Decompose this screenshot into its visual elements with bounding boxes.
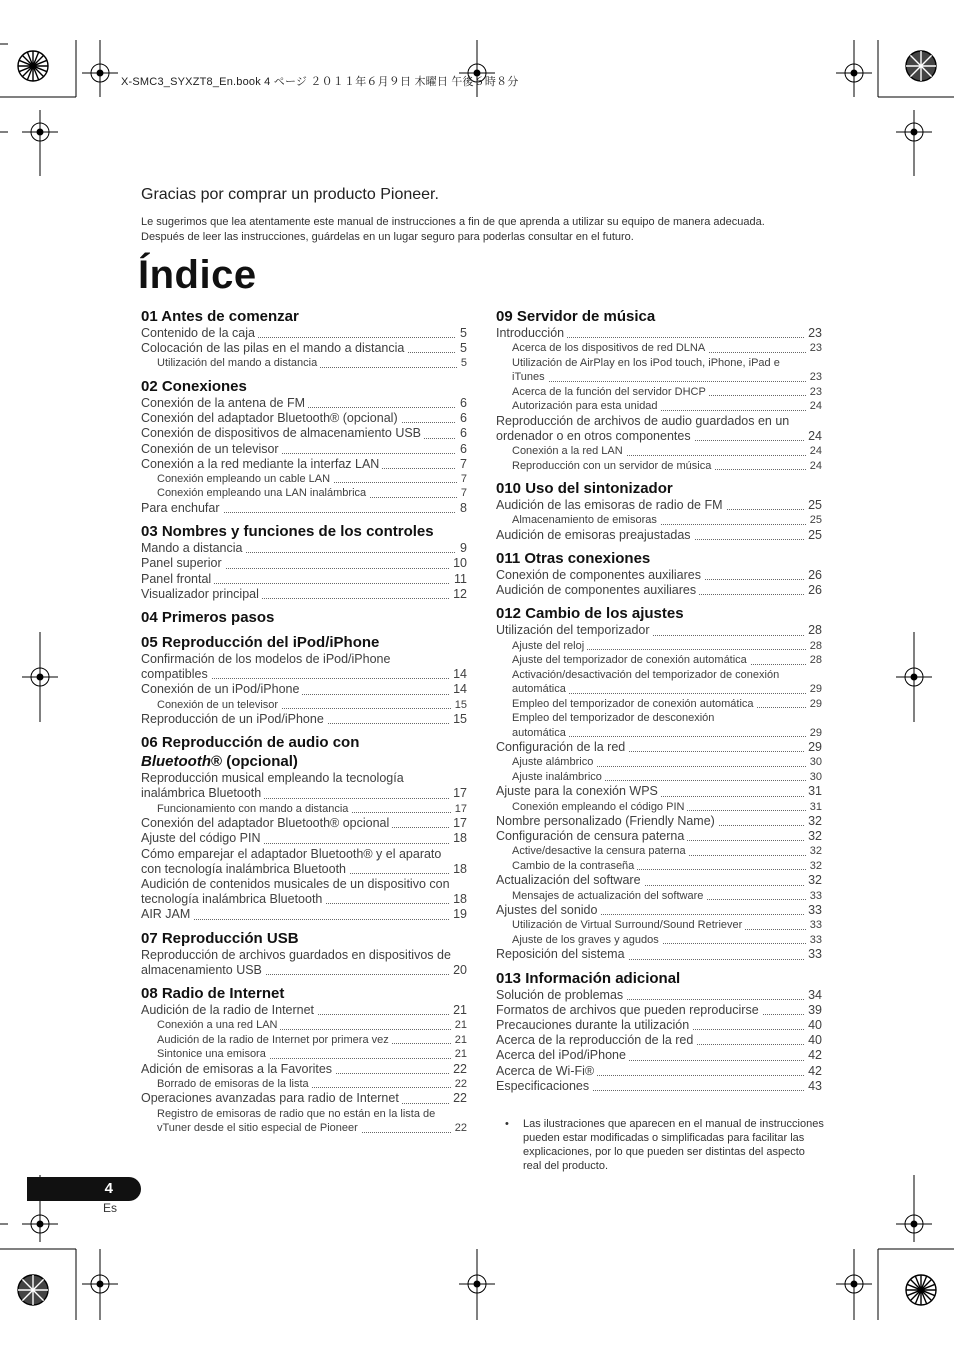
entry-page-number: 17 xyxy=(449,816,467,831)
entry-page-number: 34 xyxy=(804,988,822,1003)
entry-text: Panel frontal xyxy=(141,572,214,586)
toc-subentry[interactable] xyxy=(141,1047,467,1062)
entry-text: Acerca de Wi-Fi® xyxy=(496,1064,597,1078)
entry-text: Precauciones durante la utilización xyxy=(496,1018,692,1032)
section-title-text: 08 Radio de Internet xyxy=(141,984,285,1002)
entry-text: vTuner desde el sitio especial de Pioneer xyxy=(157,1122,361,1134)
toc-entry[interactable] xyxy=(141,541,467,556)
toc-subentry[interactable] xyxy=(496,918,822,933)
toc-entry[interactable] xyxy=(496,326,822,341)
section-title-text: 07 Reproducción USB xyxy=(141,929,299,947)
toc-section xyxy=(141,608,467,627)
entry-page-number: 33 xyxy=(804,947,822,962)
section-title xyxy=(141,608,467,627)
entry-page-number: 40 xyxy=(804,1033,822,1048)
toc-subentry[interactable] xyxy=(496,711,822,740)
toc-section xyxy=(496,604,822,962)
toc-entry[interactable] xyxy=(496,583,822,598)
entry-text: Utilización del mando a distancia xyxy=(157,357,320,369)
entry-page-number: 11 xyxy=(450,572,467,587)
entry-page-number: 24 xyxy=(806,399,822,414)
entry-page-number: 42 xyxy=(804,1048,822,1063)
entry-page-number: 24 xyxy=(806,444,822,459)
entry-page-number: 26 xyxy=(804,583,822,598)
entry-text: Borrado de emisoras de la lista xyxy=(157,1078,312,1090)
entry-page-number: 29 xyxy=(806,697,822,712)
section-title xyxy=(496,604,822,623)
toc-subentry[interactable] xyxy=(496,399,822,414)
entry-text: Configuración de censura paterna xyxy=(496,829,687,843)
entry-text: Conexión de un televisor xyxy=(157,699,281,711)
entry-text: Empleo del temporizador de conexión automática xyxy=(512,698,757,710)
toc-subentry[interactable] xyxy=(141,802,467,817)
entry-page-number: 24 xyxy=(804,429,822,444)
section-title-text: 03 Nombres y funciones de los controles xyxy=(141,523,434,541)
toc-entry[interactable] xyxy=(141,556,467,571)
entry-page-number: 19 xyxy=(449,907,467,922)
entry-text: Active/desactive la censura paterna xyxy=(512,845,689,857)
entry-text: Ajuste del temporizador de conexión automática xyxy=(512,654,750,666)
toc-entry[interactable] xyxy=(141,1003,467,1018)
entry-text: Conexión empleando el código PIN xyxy=(512,801,687,813)
entry-text: Reposición del sistema xyxy=(496,947,628,961)
entry-text-line-1: Empleo del temporizador de desconexión xyxy=(512,712,715,725)
section-title xyxy=(141,522,467,541)
entry-page-number: 26 xyxy=(804,568,822,583)
entry-text: Sintonice una emisora xyxy=(157,1048,269,1060)
toc-subentry[interactable] xyxy=(496,859,822,874)
toc-section xyxy=(141,307,467,371)
section-title-text: 06 Reproducción de audio con xyxy=(141,734,360,752)
leader-dots xyxy=(512,380,822,382)
entry-text-line-1: Utilización de AirPlay en los iPod touch, iPhone, iPad e xyxy=(512,356,780,369)
toc-subentry[interactable] xyxy=(496,639,822,654)
entry-text: Colocación de las pilas en el mando a distancia xyxy=(141,341,407,355)
entry-page-number: 31 xyxy=(804,784,822,799)
entry-text: Audición de componentes auxiliares xyxy=(496,583,699,597)
entry-page-number: 7 xyxy=(457,486,467,501)
entry-page-number: 29 xyxy=(804,740,822,755)
entry-text: Ajuste inalámbrico xyxy=(512,771,605,783)
entry-text-line-1: Reproducción de archivos de audio guardados en un xyxy=(496,413,790,428)
section-title-text: 010 Uso del sintonizador xyxy=(496,480,673,498)
toc-subentry[interactable] xyxy=(141,1107,467,1136)
thanks-heading: Gracias por comprar un producto Pioneer. xyxy=(141,186,439,203)
entry-page-number: 7 xyxy=(457,472,467,487)
toc-subentry[interactable] xyxy=(496,356,822,385)
toc-entry[interactable] xyxy=(141,712,467,727)
entry-text: Utilización de Virtual Surround/Sound Retriever xyxy=(512,919,745,931)
toc-entry[interactable] xyxy=(141,411,467,426)
entry-page-number: 33 xyxy=(806,933,822,948)
entry-text: Especificaciones xyxy=(496,1079,592,1093)
toc-section xyxy=(141,522,467,602)
toc-entry[interactable] xyxy=(496,414,822,444)
section-title xyxy=(496,307,822,326)
entry-text: Visualizador principal xyxy=(141,587,262,601)
toc-subentry[interactable] xyxy=(141,1033,467,1048)
entry-page-number: 21 xyxy=(451,1018,467,1033)
toc-subentry[interactable] xyxy=(141,1018,467,1033)
entry-text-line-1: Reproducción musical empleando la tecnología xyxy=(141,771,404,786)
entry-page-number: 22 xyxy=(451,1077,467,1092)
page-title: Índice xyxy=(138,253,257,297)
entry-page-number: 12 xyxy=(449,587,467,602)
entry-page-number: 28 xyxy=(804,623,822,638)
entry-text: Conexión a la red LAN xyxy=(512,445,626,457)
toc-entry[interactable] xyxy=(141,341,467,356)
intro-paragraph xyxy=(141,215,831,245)
entry-page-number: 9 xyxy=(456,541,467,556)
toc-section xyxy=(496,307,822,473)
entry-text: Conexión de dispositivos de almacenamiento USB xyxy=(141,426,424,440)
toc-entry[interactable] xyxy=(496,903,822,918)
entry-text: Audición de emisoras preajustadas xyxy=(496,528,694,542)
entry-text-line-1: Confirmación de los modelos de iPod/iPhone xyxy=(141,651,391,666)
entry-text: Introducción xyxy=(496,326,567,340)
section-title-text: 09 Servidor de música xyxy=(496,308,656,325)
entry-page-number: 6 xyxy=(456,411,467,426)
section-title xyxy=(141,733,467,771)
entry-page-number: 17 xyxy=(449,786,467,801)
entry-page-number: 15 xyxy=(451,698,467,713)
section-title xyxy=(141,377,467,396)
toc-section xyxy=(496,969,822,1094)
entry-text: Conexión a una red LAN xyxy=(157,1019,280,1031)
toc-subentry[interactable] xyxy=(496,513,822,528)
file-header-line: X-SMC3_SYXZT8_En.book 4 ページ ２０１１年６月９日 木曜日 午後６時８分 xyxy=(121,76,519,88)
entry-page-number: 25 xyxy=(804,528,822,543)
entry-text: inalámbrica Bluetooth xyxy=(141,786,264,800)
toc-entry[interactable] xyxy=(141,1062,467,1077)
entry-text: Actualización del software xyxy=(496,873,644,887)
toc-subentry[interactable] xyxy=(496,889,822,904)
entry-page-number: 21 xyxy=(451,1033,467,1048)
entry-page-number: 42 xyxy=(804,1064,822,1079)
entry-text-line-1: Activación/desactivación del temporizador de conexión xyxy=(512,668,780,681)
entry-page-number: 25 xyxy=(806,513,822,528)
entry-text: Conexión de componentes auxiliares xyxy=(496,568,704,582)
entry-page-number: 23 xyxy=(804,326,822,341)
entry-page-number: 32 xyxy=(806,844,822,859)
entry-text-line-1: Audición de contenidos musicales de un dispositivo con xyxy=(141,876,450,891)
entry-text: Ajuste del reloj xyxy=(512,640,587,652)
entry-page-number: 15 xyxy=(449,712,467,727)
entry-text: Contenido de la caja xyxy=(141,326,258,340)
entry-page-number: 18 xyxy=(449,892,467,907)
toc-subentry[interactable] xyxy=(141,698,467,713)
entry-text: Conexión del adaptador Bluetooth® (opcional) xyxy=(141,411,401,425)
entry-text: Utilización del temporizador xyxy=(496,623,653,637)
entry-text: Conexión a la red mediante la interfaz LAN xyxy=(141,457,382,471)
toc-entry[interactable] xyxy=(496,1018,822,1033)
entry-page-number: 24 xyxy=(806,459,822,474)
entry-page-number: 7 xyxy=(456,457,467,472)
toc-entry[interactable] xyxy=(141,587,467,602)
intro-line-2: Después de leer las instrucciones, guárdelas en un lugar seguro para poderlas consultar en el futuro. xyxy=(141,231,634,243)
toc-subentry[interactable] xyxy=(496,770,822,785)
toc-entry[interactable] xyxy=(141,652,467,682)
entry-page-number: 33 xyxy=(806,889,822,904)
entry-page-number: 33 xyxy=(804,903,822,918)
toc-entry[interactable] xyxy=(496,988,822,1003)
entry-text: con tecnología inalámbrica Bluetooth xyxy=(141,862,349,876)
toc-subentry[interactable] xyxy=(496,697,822,712)
entry-page-number: 18 xyxy=(449,831,467,846)
entry-page-number: 43 xyxy=(804,1079,822,1094)
entry-text: Ajuste alámbrico xyxy=(512,756,596,768)
entry-page-number: 10 xyxy=(449,556,467,571)
entry-page-number: 30 xyxy=(806,755,822,770)
entry-text: Configuración de la red xyxy=(496,740,628,754)
note xyxy=(505,1117,825,1173)
toc-section xyxy=(141,377,467,516)
entry-text: Acerca de la reproducción de la red xyxy=(496,1033,696,1047)
entry-text: Mensajes de actualización del software xyxy=(512,890,706,902)
entry-page-number: 22 xyxy=(451,1121,467,1136)
entry-text: Reproducción de un iPod/iPhone xyxy=(141,712,327,726)
toc-entry[interactable] xyxy=(496,568,822,583)
entry-page-number: 5 xyxy=(456,326,467,341)
entry-text: Conexión de un televisor xyxy=(141,442,282,456)
entry-page-number: 20 xyxy=(449,963,467,978)
toc-entry[interactable] xyxy=(141,816,467,831)
toc-subentry[interactable] xyxy=(496,844,822,859)
section-title-text: 02 Conexiones xyxy=(141,377,247,395)
entry-page-number: 23 xyxy=(806,341,822,356)
entry-text: Conexión de la antena de FM xyxy=(141,396,308,410)
toc-section xyxy=(141,733,467,922)
entry-page-number: 29 xyxy=(806,682,822,697)
entry-text: Acerca del iPod/iPhone xyxy=(496,1048,629,1062)
note-bullet: • xyxy=(505,1118,509,1130)
entry-text: tecnología inalámbrica Bluetooth xyxy=(141,892,325,906)
entry-page-number: 18 xyxy=(449,862,467,877)
entry-page-number: 5 xyxy=(456,341,467,356)
entry-page-number: 8 xyxy=(456,501,467,516)
section-title xyxy=(141,929,467,948)
entry-page-number: 5 xyxy=(457,356,467,371)
toc-subentry[interactable] xyxy=(496,933,822,948)
entry-text: Reproducción con un servidor de música xyxy=(512,460,714,472)
entry-text: Ajuste de los graves y agudos xyxy=(512,934,662,946)
entry-text: almacenamiento USB xyxy=(141,963,265,977)
toc-entry[interactable] xyxy=(496,1064,822,1079)
toc-entry[interactable] xyxy=(496,947,822,962)
entry-page-number: 33 xyxy=(806,918,822,933)
entry-text: iTunes xyxy=(512,371,548,383)
toc-entry[interactable] xyxy=(141,396,467,411)
entry-page-number: 23 xyxy=(806,385,822,400)
toc-subentry[interactable] xyxy=(496,459,822,474)
toc-subentry[interactable] xyxy=(496,341,822,356)
entry-text-line-1: Cómo emparejar el adaptador Bluetooth® y el aparato xyxy=(141,846,442,861)
section-title-text: 04 Primeros pasos xyxy=(141,608,275,626)
toc-entry[interactable] xyxy=(496,623,822,638)
toc-subentry[interactable] xyxy=(496,385,822,400)
entry-page-number: 21 xyxy=(449,1003,467,1018)
toc-entry[interactable] xyxy=(141,847,467,877)
toc-entry[interactable] xyxy=(496,814,822,829)
entry-text: compatibles xyxy=(141,667,211,681)
entry-page-number: 22 xyxy=(449,1062,467,1077)
toc-entry[interactable] xyxy=(141,426,467,441)
entry-page-number: 39 xyxy=(804,1003,822,1018)
toc-subentry[interactable] xyxy=(496,755,822,770)
toc-entry[interactable] xyxy=(141,831,467,846)
entry-text: automática xyxy=(512,683,569,695)
entry-page-number: 14 xyxy=(449,682,467,697)
toc-subentry[interactable] xyxy=(496,653,822,668)
toc-section xyxy=(141,984,467,1136)
toc-section xyxy=(496,479,822,543)
entry-text: Autorización para esta unidad xyxy=(512,400,661,412)
toc-entry[interactable] xyxy=(141,771,467,801)
entry-page-number: 25 xyxy=(804,498,822,513)
entry-text: Ajuste del código PIN xyxy=(141,831,264,845)
toc-entry[interactable] xyxy=(496,740,822,755)
toc-entry[interactable] xyxy=(141,501,467,516)
toc-entry[interactable] xyxy=(141,948,467,978)
entry-page-number: 17 xyxy=(451,802,467,817)
entry-text: Adición de emisoras a la Favorites xyxy=(141,1062,335,1076)
toc-subentry[interactable] xyxy=(141,472,467,487)
toc-section xyxy=(141,929,467,978)
section-title-text: 012 Cambio de los ajustes xyxy=(496,605,684,623)
entry-page-number: 6 xyxy=(456,442,467,457)
entry-page-number: 6 xyxy=(456,396,467,411)
entry-page-number: 23 xyxy=(806,370,822,385)
toc-column-right xyxy=(496,307,822,1100)
toc-subentry[interactable] xyxy=(496,668,822,697)
entry-page-number: 32 xyxy=(804,873,822,888)
entry-text: automática xyxy=(512,727,569,739)
entry-text: Nombre personalizado (Friendly Name) xyxy=(496,814,718,828)
section-title-text: 01 Antes de comenzar xyxy=(141,308,299,325)
entry-text: Almacenamiento de emisoras xyxy=(512,514,660,526)
entry-text: ordenador o en otros componentes xyxy=(496,429,694,443)
entry-page-number: 14 xyxy=(449,667,467,682)
entry-text: Acerca de la función del servidor DHCP xyxy=(512,386,709,398)
section-title xyxy=(141,307,467,326)
entry-text: Audición de las emisoras de radio de FM xyxy=(496,498,726,512)
section-title xyxy=(496,969,822,988)
toc-subentry[interactable] xyxy=(496,800,822,815)
entry-page-number: 32 xyxy=(806,859,822,874)
toc-section xyxy=(496,549,822,598)
section-title xyxy=(496,479,822,498)
entry-text: Acerca de los dispositivos de red DLNA xyxy=(512,342,708,354)
entry-text: Operaciones avanzadas para radio de Internet xyxy=(141,1091,402,1105)
note-text: Las ilustraciones que aparecen en el manual de instrucciones pueden estar modificadas o simplificadas para facilitar las explicaciones, por lo que pueden ser distintas del aspecto real del producto. xyxy=(523,1118,824,1172)
entry-text: Conexión empleando una LAN inalámbrica xyxy=(157,487,369,499)
entry-page-number: 31 xyxy=(806,800,822,815)
section-title-text: 05 Reproducción del iPod/iPhone xyxy=(141,633,380,651)
section-title xyxy=(141,984,467,1003)
toc-entry[interactable] xyxy=(141,457,467,472)
entry-text: Conexión empleando un cable LAN xyxy=(157,473,333,485)
entry-text: Audición de la radio de Internet xyxy=(141,1003,317,1017)
toc-entry[interactable] xyxy=(496,1003,822,1018)
toc-entry[interactable] xyxy=(496,1048,822,1063)
entry-text: Panel superior xyxy=(141,556,225,570)
entry-page-number: 29 xyxy=(806,726,822,741)
entry-page-number: 28 xyxy=(806,639,822,654)
toc-subentry[interactable] xyxy=(141,1077,467,1092)
toc-entry[interactable] xyxy=(141,442,467,457)
entry-text-line-1: Registro de emisoras de radio que no están en la lista de xyxy=(157,1107,436,1120)
entry-text: Cambio de la contraseña xyxy=(512,860,637,872)
entry-page-number: 28 xyxy=(806,653,822,668)
section-title-text: 013 Información adicional xyxy=(496,969,681,987)
page-number: 4 xyxy=(104,1180,113,1197)
intro-line-1: Le sugerimos que lea atentamente este manual de instrucciones a fin de que aprenda a utilizar su equipo de manera adecuada. xyxy=(141,216,765,228)
toc-entry[interactable] xyxy=(496,1033,822,1048)
entry-page-number: 6 xyxy=(456,426,467,441)
entry-text: Funcionamiento con mando a distancia xyxy=(157,803,351,815)
language-code: Es xyxy=(103,1201,118,1215)
entry-text: Conexión del adaptador Bluetooth® opcional xyxy=(141,816,392,830)
entry-page-number: 21 xyxy=(451,1047,467,1062)
section-title-tail: ® (opcional) xyxy=(210,753,298,771)
entry-text: Audición de la radio de Internet por primera vez xyxy=(157,1034,392,1046)
entry-text: Ajustes del sonido xyxy=(496,903,600,917)
toc-entry[interactable] xyxy=(496,784,822,799)
entry-text: Ajuste para la conexión WPS xyxy=(496,784,661,798)
entry-page-number: 32 xyxy=(804,814,822,829)
section-title-text: 011 Otras conexiones xyxy=(496,550,651,568)
section-title xyxy=(141,633,467,652)
section-title-emphasis: Bluetooth xyxy=(141,753,211,771)
toc-section xyxy=(141,633,467,727)
entry-text: Solución de problemas xyxy=(496,988,626,1002)
entry-text: Formatos de archivos que pueden reproducirse xyxy=(496,1003,762,1017)
entry-text: AIR JAM xyxy=(141,907,193,921)
toc-subentry[interactable] xyxy=(141,356,467,371)
entry-text: Mando a distancia xyxy=(141,541,245,555)
entry-text: Conexión de un iPod/iPhone xyxy=(141,682,302,696)
entry-page-number: 32 xyxy=(804,829,822,844)
page-number-tab xyxy=(27,1177,141,1201)
toc-subentry[interactable] xyxy=(141,486,467,501)
section-title xyxy=(496,549,822,568)
toc-entry[interactable] xyxy=(141,1091,467,1106)
toc-entry[interactable] xyxy=(141,572,467,587)
toc-column-left xyxy=(141,307,467,1142)
toc-subentry[interactable] xyxy=(496,444,822,459)
toc-entry[interactable] xyxy=(141,877,467,907)
toc-entry[interactable] xyxy=(496,528,822,543)
entry-page-number: 40 xyxy=(804,1018,822,1033)
entry-text-line-1: Reproducción de archivos guardados en dispositivos de xyxy=(141,947,451,962)
toc-entry[interactable] xyxy=(141,682,467,697)
toc-entry[interactable] xyxy=(141,326,467,341)
toc-entry[interactable] xyxy=(496,1079,822,1094)
toc-entry[interactable] xyxy=(496,498,822,513)
toc-entry[interactable] xyxy=(496,873,822,888)
entry-page-number: 22 xyxy=(449,1091,467,1106)
toc-entry[interactable] xyxy=(496,829,822,844)
entry-text: Para enchufar xyxy=(141,501,223,515)
toc-entry[interactable] xyxy=(141,907,467,922)
entry-page-number: 30 xyxy=(806,770,822,785)
